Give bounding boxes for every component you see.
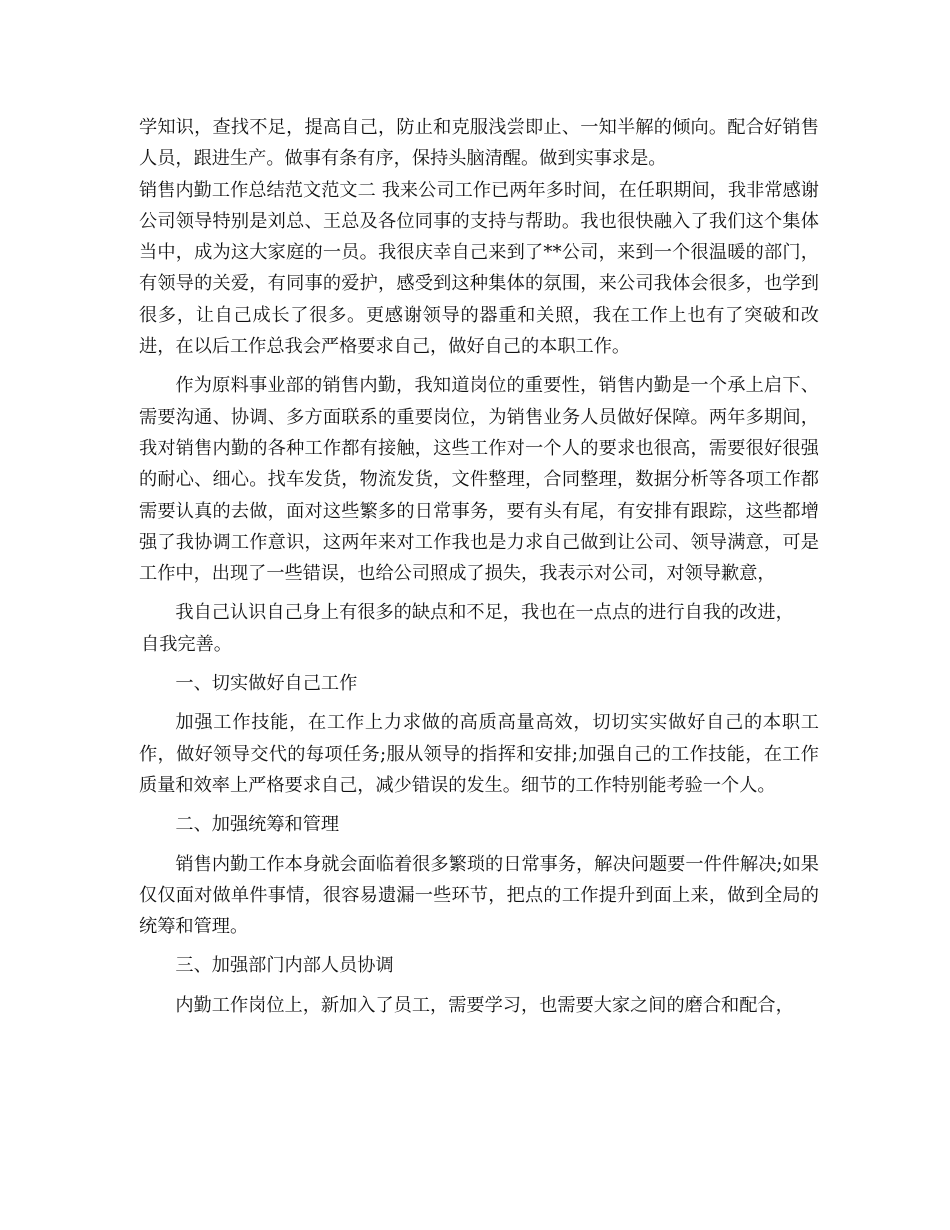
- section-title: 销售内勤工作总结范文范文二: [139, 179, 376, 201]
- paragraph-section-two: [139, 175, 819, 363]
- paragraph-continuation: 学知识，查找不足，提高自己，防止和克服浅尝即止、一知半解的倾向。配合好销售人员，跟进生产。做事有条有序，保持头脑清醒。做到实事求是。: [139, 117, 819, 170]
- paragraph-role-description: 作为原料事业部的销售内勤，我知道岗位的重要性，销售内勤是一个承上启下、需要沟通、协调、多方面联系的重要岗位，为销售业务人员做好保障。两年多期间，我对销售内勤的各种工作都有接触，这些工作对一个人的要求也很高，需要很好很强的耐心、细心。找车发货，物流发货，文件整理，合同整理，数据分析等各项工作都需要认真的去做，面对这些繁多的日常事务，要有头有尾，有安排有跟踪，这些都增强了我协调工作意识，这两年来对工作我也是力求自己做到让公司、领导满意，可是工作中，出现了一些错误，也给公司照成了损失，我表示对公司，对领导歉意，: [139, 375, 819, 585]
- section-two-text: 我来公司工作已两年多时间，在任职期间，我非常感谢公司领导特别是刘总、王总及各位同事的支持与帮助。我也很快融入了我们这个集体当中，成为这大家庭的一员。我很庆幸自己来到了**公司，来到一个很温暖的部门，有领导的关爱，有同事的爱护，感受到这种集体的氛围，来公司我体会很多，也学到很多，让自己成长了很多。更感谢领导的器重和关照，我在工作上也有了突破和改进，在以后工作总我会严格要求自己，做好自己的本职工作。: [139, 179, 819, 358]
- paragraph-team: 内勤工作岗位上，新加入了员工，需要学习，也需要大家之间的磨合和配合，: [175, 994, 794, 1016]
- heading-one: 一、切实做好自己工作: [175, 673, 358, 695]
- paragraph-self-awareness-end: 自我完善。: [141, 633, 232, 655]
- paragraph-work-skills: 加强工作技能，在工作上力求做的高质高量高效，切切实实做好自己的本职工作，做好领导交代的每项任务;服从领导的指挥和安排;加强自己的工作技能，在工作质量和效率上严格要求自己，减少错误的发生。细节的工作特别能考验一个人。: [139, 712, 819, 796]
- heading-three: 三、加强部门内部人员协调: [175, 955, 394, 977]
- heading-two: 二、加强统筹和管理: [175, 814, 340, 836]
- paragraph-self-awareness: 我自己认识自己身上有很多的缺点和不足，我也在一点点的进行自我的改进，: [175, 602, 794, 624]
- paragraph-coordination: 销售内勤工作本身就会面临着很多繁琐的日常事务，解决问题要一件件解决;如果仅仅面对做单件事情，很容易遗漏一些环节，把点的工作提升到面上来，做到全局的统筹和管理。: [139, 853, 819, 938]
- document-body: [139, 112, 819, 1021]
